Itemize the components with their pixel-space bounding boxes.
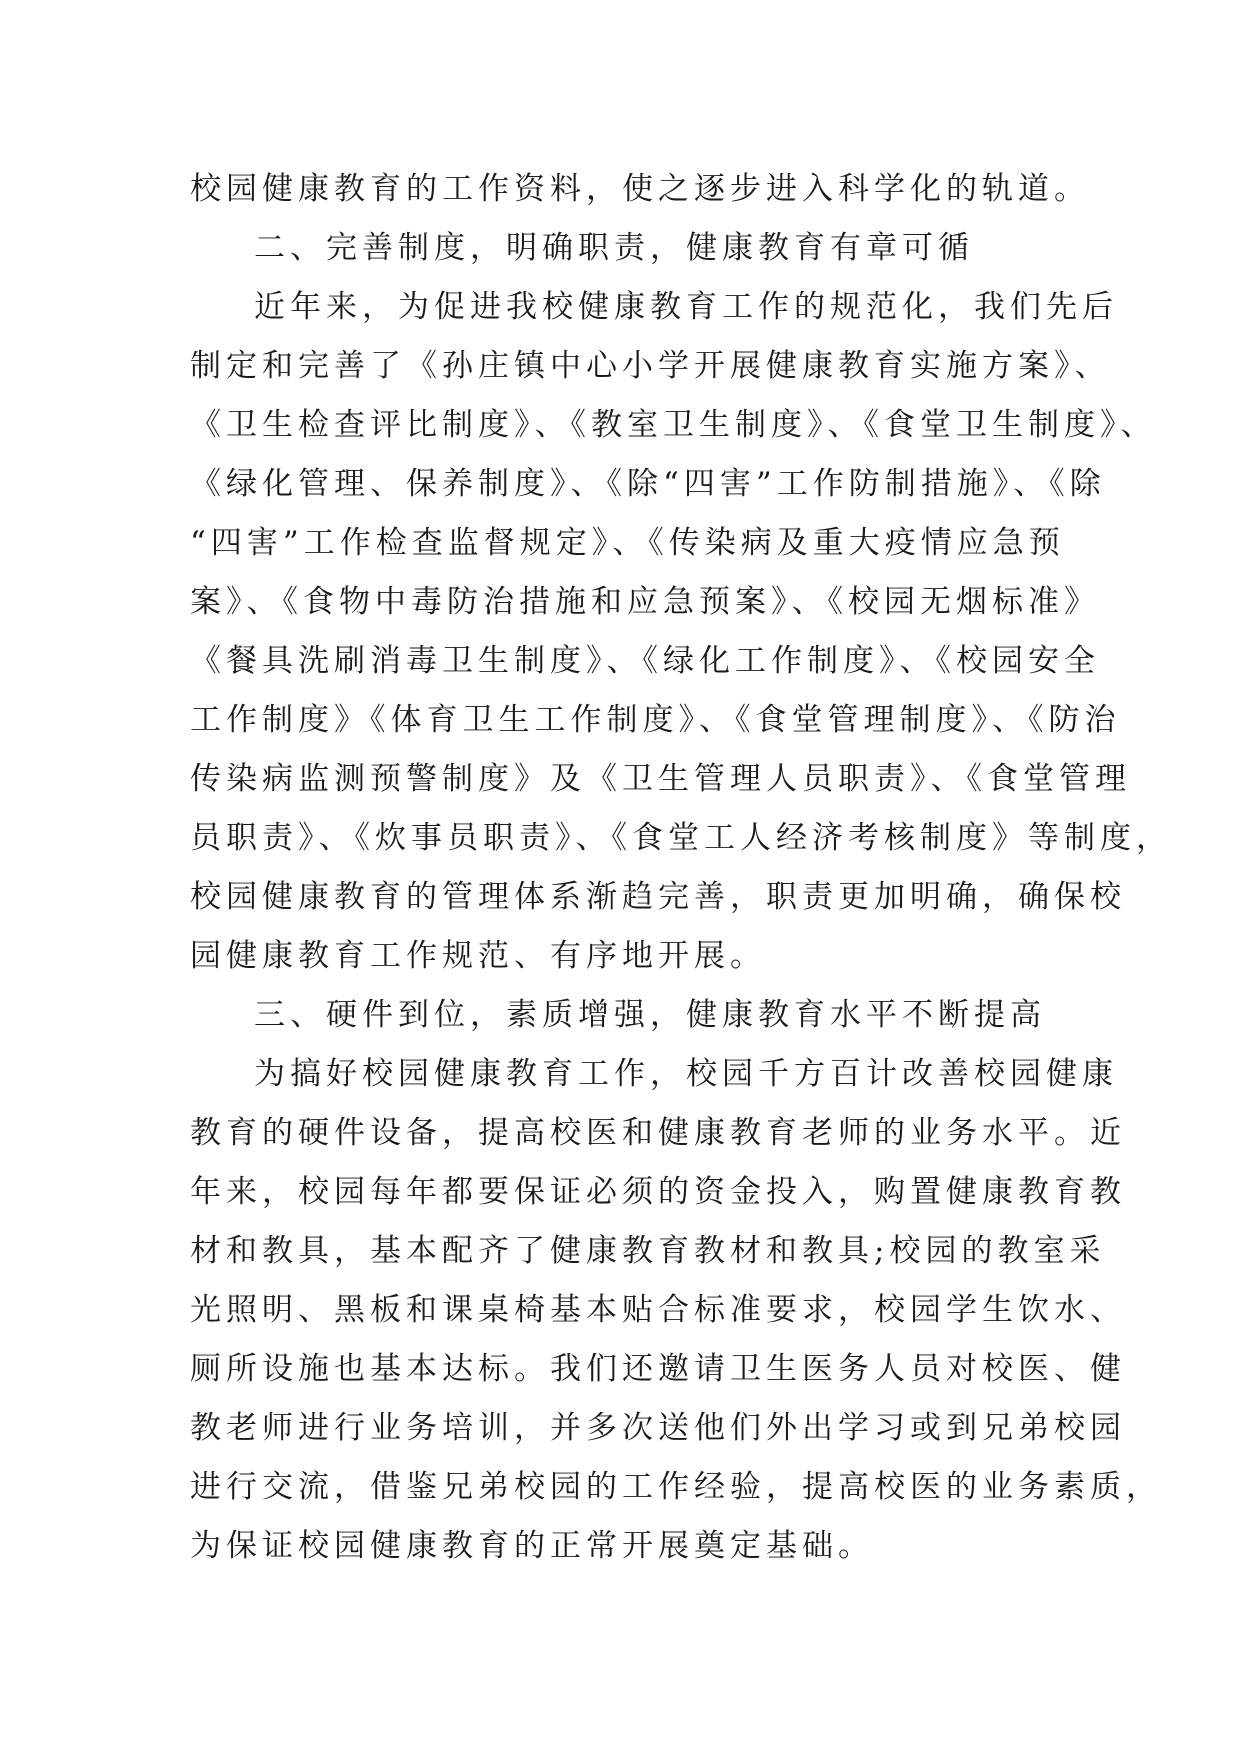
text-line: 光照明、黑板和课桌椅基本贴合标准要求，校园学生饮水、: [190, 1292, 1126, 1328]
text-line: 厕所设施也基本达标。我们还邀请卫生医务人员对校医、健: [190, 1351, 1126, 1387]
text-line: 《卫生检查评比制度》、《教室卫生制度》、《食堂卫生制度》、: [190, 407, 1157, 443]
text-line: 制定和完善了《孙庄镇中心小学开展健康教育实施方案》、: [190, 348, 1111, 384]
text-line: 案》、《食物中毒防治措施和应急预案》、《校园无烟标准》: [190, 584, 1100, 620]
text-line: 材和教具，基本配齐了健康教育教材和教具;校园的教室采: [190, 1233, 1106, 1269]
text-line: 员职责》、《炊事员职责》、《食堂工人经济考核制度》等制度，: [190, 820, 1172, 856]
text-line: 校园健康教育的管理体系渐趋完善，职责更加明确，确保校: [190, 879, 1126, 915]
text-line: 为保证校园健康教育的正常开展奠定基础。: [190, 1528, 874, 1564]
text-line: 年来，校园每年都要保证必须的资金投入，购置健康教育教: [190, 1174, 1126, 1210]
text-line: “四害”工作检查监督规定》、《传染病及重大疫情应急预: [190, 525, 1065, 561]
text-line: 传染病监测预警制度》及《卫生管理人员职责》、《食堂管理: [190, 761, 1131, 797]
document-body: [190, 160, 1172, 1576]
text-line: 教育的硬件设备，提高校医和健康教育老师的业务水平。近: [190, 1115, 1126, 1151]
text-line: 《餐具洗刷消毒卫生制度》、《绿化工作制度》、《校园安全: [190, 643, 1100, 679]
text-line: 三、硬件到位，素质增强，健康教育水平不断提高: [254, 997, 1046, 1033]
text-line: 园健康教育工作规范、有序地开展。: [190, 938, 766, 974]
text-line: 教老师进行业务培训，并多次送他们外出学习或到兄弟校园: [190, 1410, 1126, 1446]
text-line: 为搞好校园健康教育工作，校园千方百计改善校园健康: [254, 1056, 1118, 1092]
text-line: 二、完善制度，明确职责，健康教育有章可循: [254, 230, 974, 266]
text-line: 《绿化管理、保养制度》、《除“四害”工作防制措施》、《除: [190, 466, 1106, 502]
text-line: 校园健康教育的工作资料，使之逐步进入科学化的轨道。: [190, 171, 1090, 207]
text-line: 进行交流，借鉴兄弟校园的工作经验，提高校医的业务素质，: [190, 1469, 1162, 1505]
text-line: 工作制度》《体育卫生工作制度》、《食堂管理制度》、《防治: [190, 702, 1121, 738]
text-line: 近年来，为促进我校健康教育工作的规范化，我们先后: [254, 289, 1118, 325]
